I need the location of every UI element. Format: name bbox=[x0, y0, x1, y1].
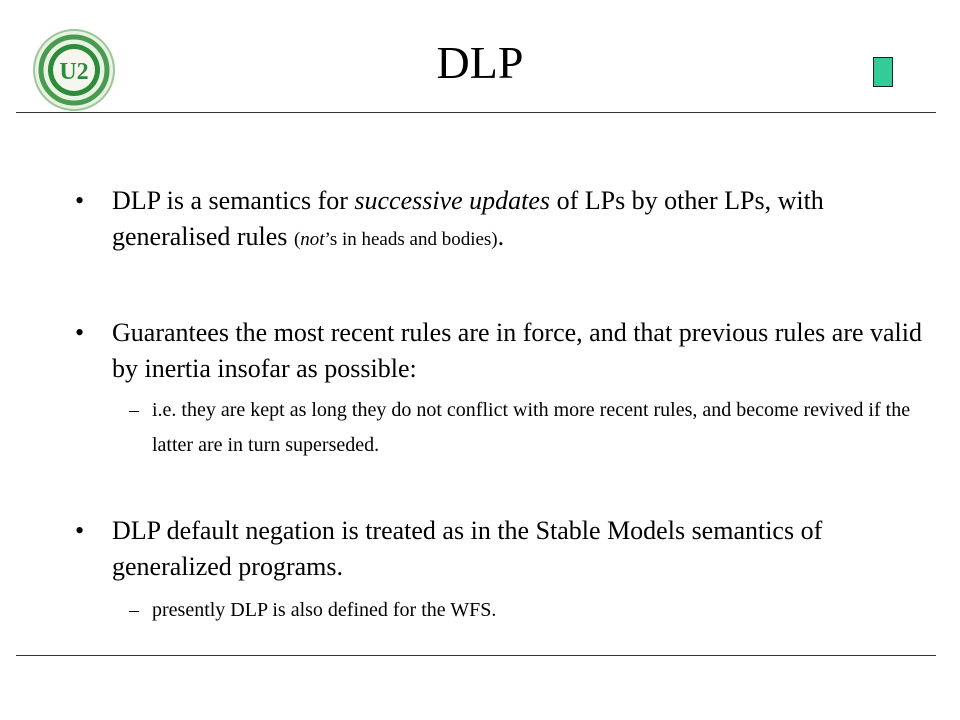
bullet-1-period: . bbox=[497, 222, 505, 251]
bullet-1-emphasis: successive updates bbox=[354, 186, 551, 215]
bullet-2-marker: • bbox=[75, 318, 85, 347]
bullet-2-sub-marker: – bbox=[129, 399, 139, 421]
bullet-1-paren-open: ( bbox=[293, 229, 301, 250]
bullet-1-text bbox=[112, 183, 925, 258]
bullet-3-sub-text: presently DLP is also defined for the WFS. bbox=[152, 599, 497, 621]
bullet-3-subitem bbox=[129, 593, 929, 628]
slide-title: DLP bbox=[436, 37, 524, 88]
bullet-3-marker: • bbox=[75, 516, 85, 545]
bullet-2-sub-text: i.e. they are kept as long they do not conflict with more recent rules, and become revived if the latter are in turn superseded. bbox=[152, 399, 911, 456]
bullet-1-part-3: of LPs by other LPs, with generalised rules bbox=[112, 186, 824, 251]
bullet-1-marker: • bbox=[75, 186, 85, 215]
bullet-3-text: DLP default negation is treated as in the Stable Models semantics of generalized programs. bbox=[112, 516, 823, 581]
top-divider bbox=[16, 112, 936, 113]
bullet-2 bbox=[75, 315, 925, 387]
bottom-divider bbox=[16, 655, 936, 656]
bullet-1-not: not bbox=[300, 229, 325, 250]
bullet-1 bbox=[75, 183, 925, 258]
bullet-1-part-1: DLP is a semantics for bbox=[112, 186, 355, 215]
bullet-2-text: Guarantees the most recent rules are in force, and that previous rules are valid by inertia insofar as possible: bbox=[112, 318, 922, 383]
bullet-3 bbox=[75, 513, 925, 585]
logo-text: U2 bbox=[59, 59, 89, 85]
bullet-2-subitem bbox=[129, 393, 929, 463]
bullet-1-paren-text: ’s in heads and bodies) bbox=[324, 229, 498, 250]
slide-marker-box bbox=[873, 57, 893, 87]
bullet-3-sub-marker: – bbox=[129, 599, 139, 621]
